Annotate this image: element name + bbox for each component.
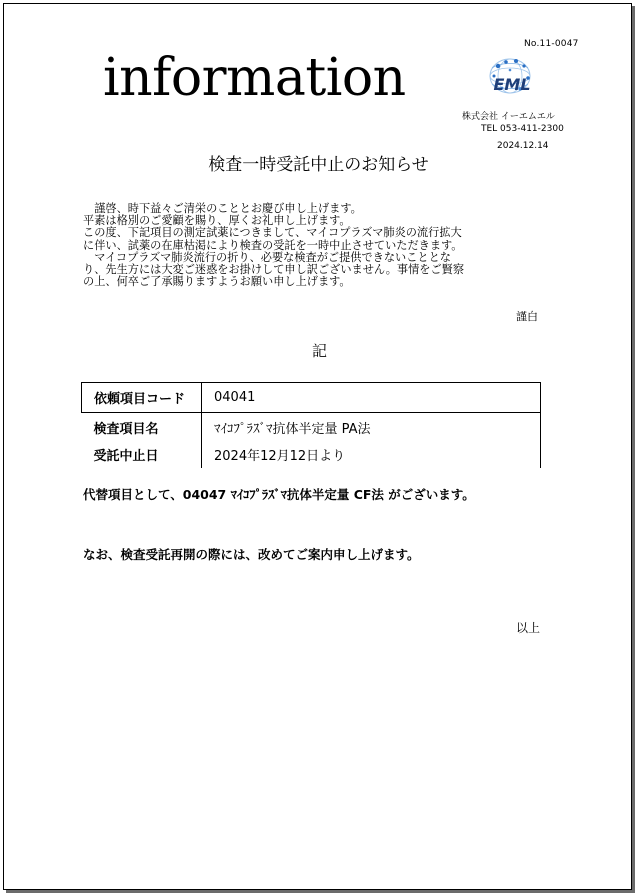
table-row — [82, 383, 541, 413]
row-value: ﾏｲｺﾌﾟﾗｽﾞﾏ抗体半定量 PA法 — [202, 413, 541, 442]
row-label: 検査項目名 — [82, 413, 202, 442]
logo-text: EML — [493, 75, 531, 94]
document-number: No.11-0047 — [524, 39, 579, 49]
row-label: 依頼項目コード — [82, 383, 202, 413]
eml-logo — [476, 56, 550, 102]
resume-notice-line: なお、検査受託再開の際には、改めてご案内申し上げます。 — [83, 547, 420, 562]
row-label: 受託中止日 — [82, 441, 202, 468]
ki-mark: 記 — [312, 342, 328, 360]
closing-kinhaku: 謹白 — [516, 310, 538, 323]
table-row — [82, 441, 541, 468]
headline-information: information — [103, 48, 406, 108]
alternative-item-line: 代替項目として、04047 ﾏｲｺﾌﾟﾗｽﾞﾏ抗体半定量 CF法 がございます。 — [83, 487, 475, 502]
company-tel: TEL 053-411-2300 — [481, 124, 564, 134]
company-name: 株式会社 イーエムエル — [462, 112, 555, 122]
body-line: り、先生方には大変ご迷惑をお掛けして申し訳ございません。事情をご賢察 — [83, 263, 465, 277]
details-table — [81, 382, 541, 468]
company-info — [462, 111, 564, 135]
body-line: 謹啓、時下益々ご清栄のこととお慶び申し上げます。 — [83, 202, 362, 215]
closing-ijou: 以上 — [516, 621, 541, 635]
body-line: の上、何卒ご了承賜りますようお願い申し上げます。 — [83, 275, 351, 289]
row-value: 2024年12月12日より — [202, 441, 541, 468]
row-value: 04041 — [202, 383, 541, 413]
body-line: マイコプラズマ肺炎流行の折り、必要な検査がご提供できないこととな — [83, 250, 451, 264]
issue-date: 2024.12.14 — [497, 141, 549, 151]
table-row — [82, 413, 541, 442]
body-line: この度、下記項目の測定試薬につきまして、マイコプラズマ肺炎の流行拡大 — [83, 226, 462, 240]
body-line: に伴い、試薬の在庫枯渇により検査の受託を一時中止させていただきます。 — [83, 238, 463, 252]
notice-title: 検査一時受託中止のお知らせ — [208, 155, 429, 175]
body-line: 平素は格別のご愛顧を賜り、厚くお礼申し上げます。 — [83, 214, 351, 228]
notice-body — [83, 203, 543, 288]
